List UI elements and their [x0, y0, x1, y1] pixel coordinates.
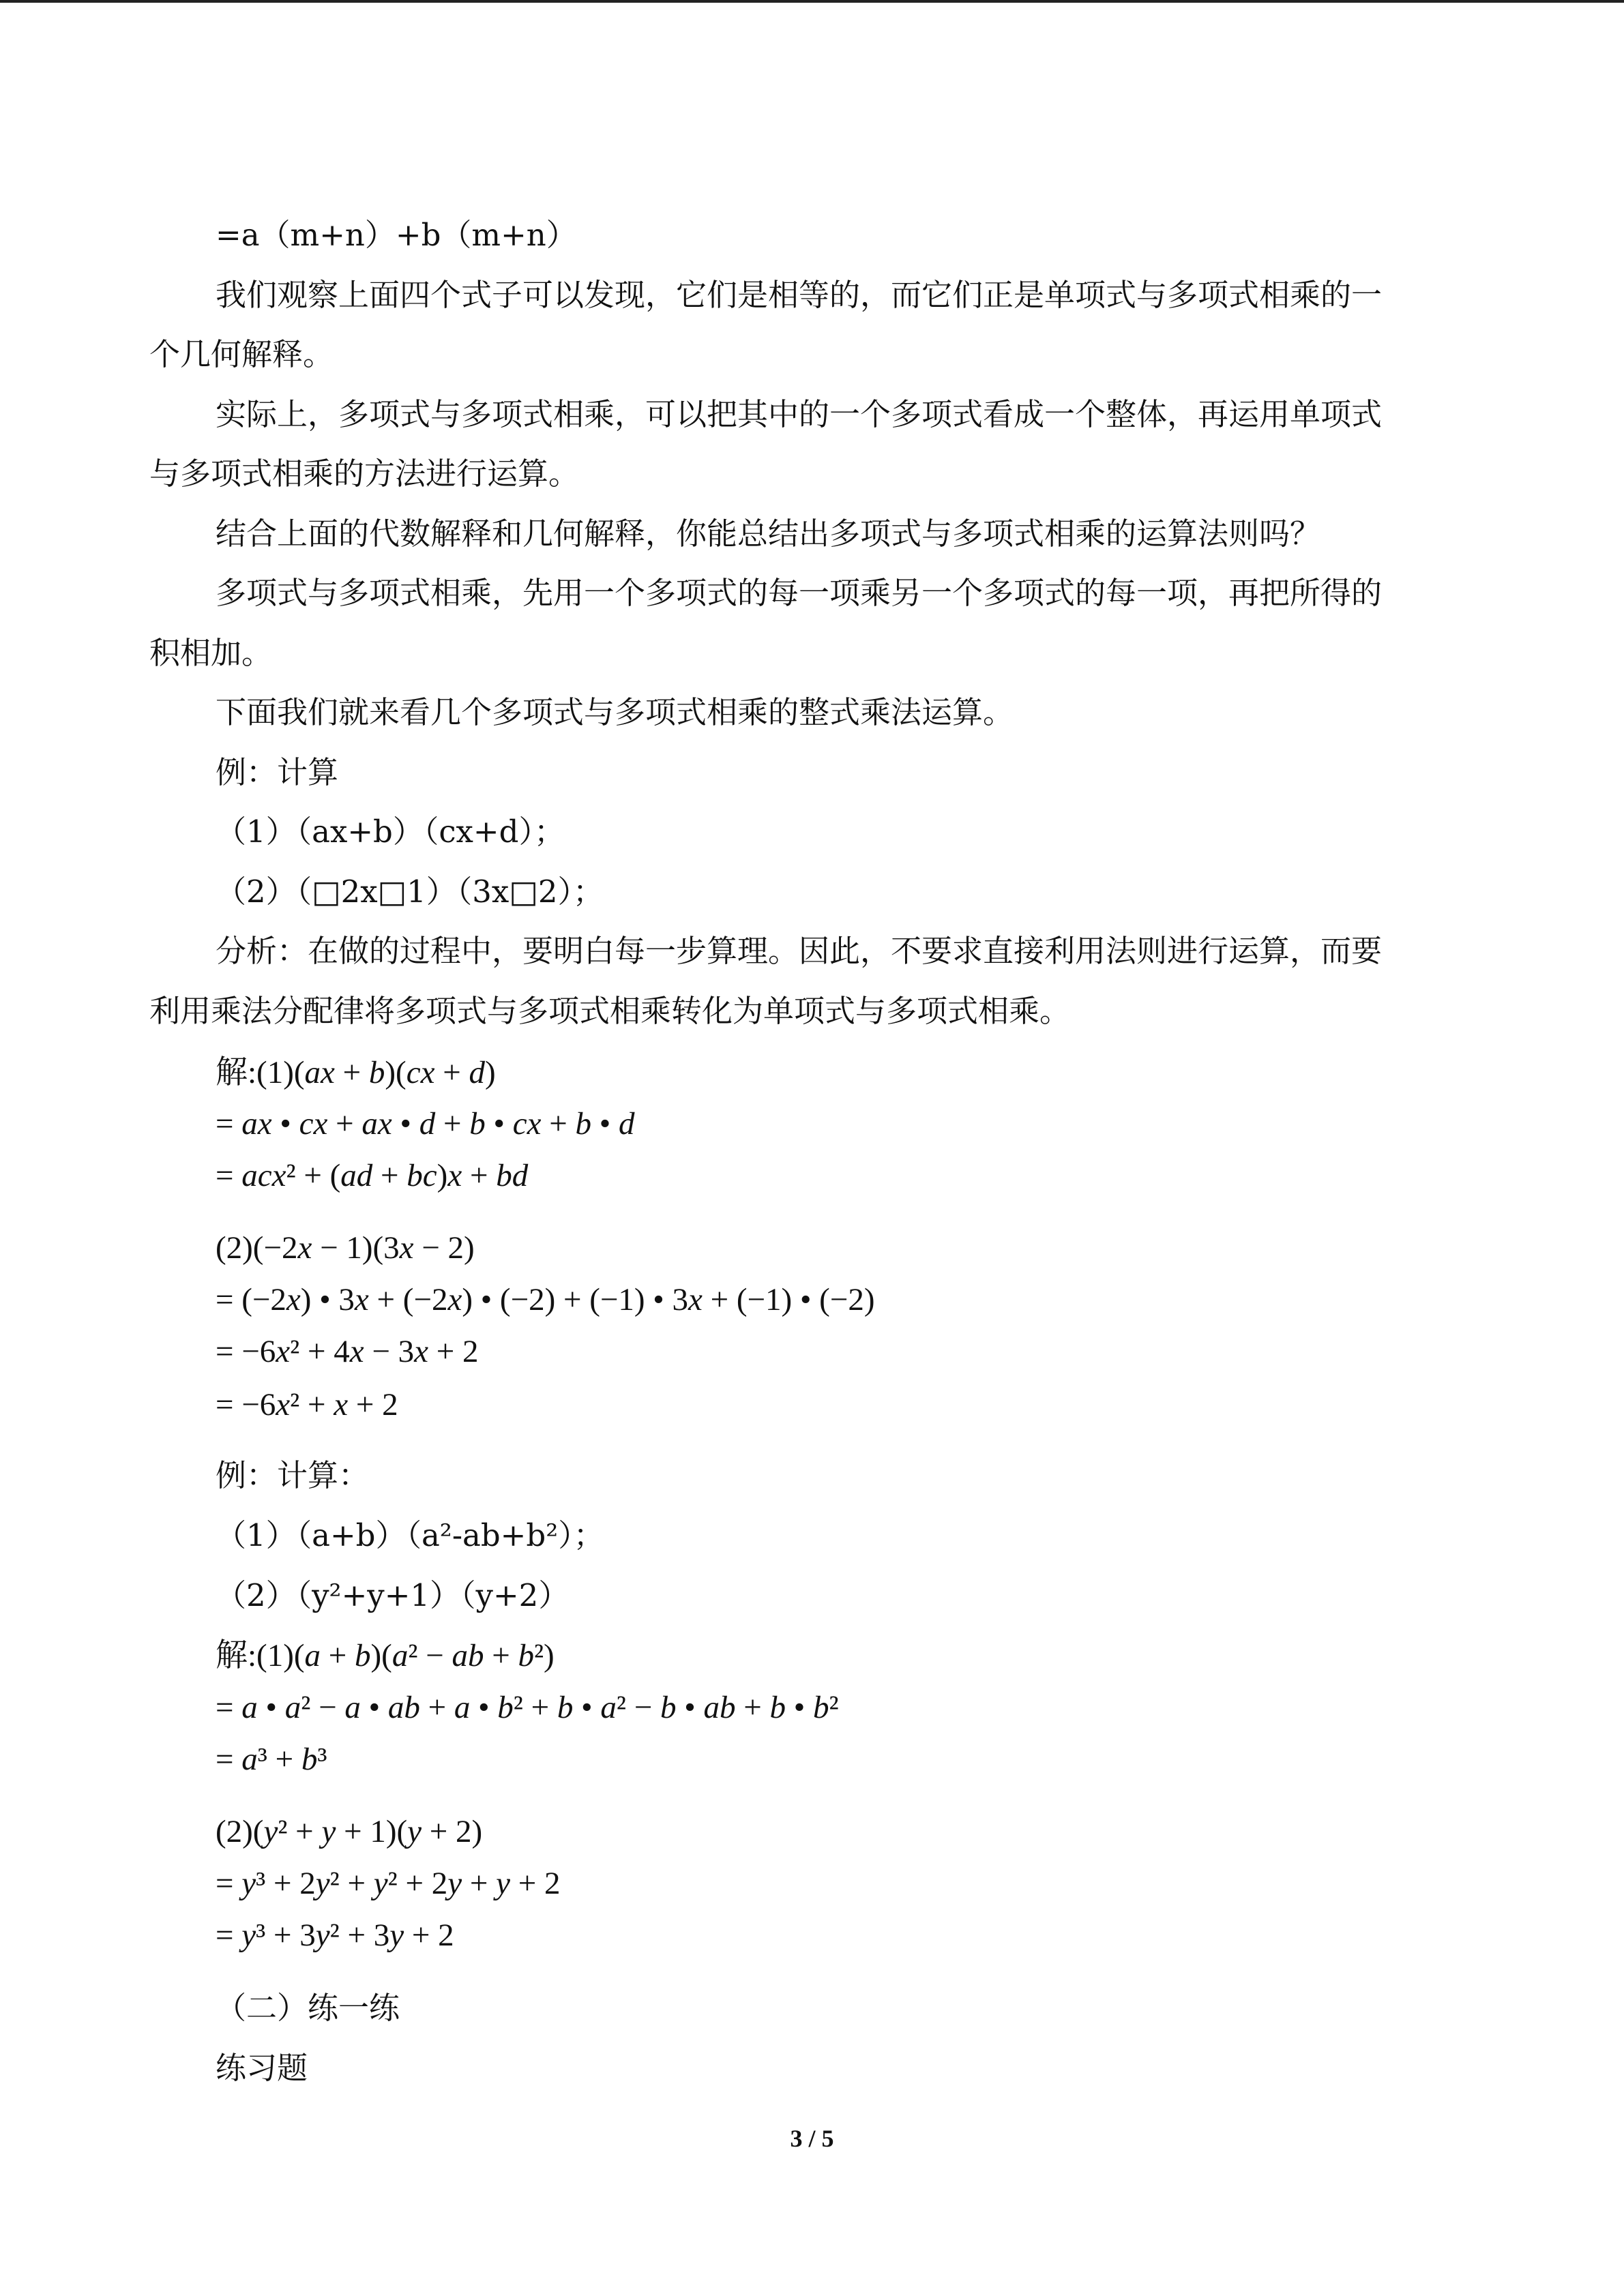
text-line: 结合上面的代数解释和几何解释，你能总结出多项式与多项式相乘的运算法则吗？: [216, 516, 1321, 552]
math-line: = (−2x) • 3x + (−2x) • (−2) + (−1) • 3x + (−1) • (−2): [216, 1282, 875, 1317]
math-line: = y³ + 3y² + 3y + 2: [216, 1918, 454, 1953]
math-line: = −6x² + x + 2: [216, 1387, 398, 1422]
text-line: （2）（□2x□1）（3x□2）；: [216, 874, 604, 910]
text-line: 分析：在做的过程中，要明白每一步算理。因此，不要求直接利用法则进行运算，而要: [216, 933, 1383, 969]
math-line: (2)(−2x − 1)(3x − 2): [216, 1230, 475, 1266]
math-line: = −6x² + 4x − 3x + 2: [216, 1334, 479, 1369]
math-line: 解:(1)(ax + b)(cx + d): [216, 1055, 496, 1090]
text-line: 积相加。: [149, 635, 273, 671]
text-line: =a（m+n）+b（m+n）: [216, 217, 577, 253]
text-line: 个几何解释。: [149, 336, 334, 372]
math-line: = a³ + b³: [216, 1742, 327, 1777]
math-line: = a • a² − a • ab + a • b² + b • a² − b • ab + b • b²: [216, 1690, 839, 1725]
text-line: 练习题: [216, 2050, 308, 2086]
text-line: 多项式与多项式相乘，先用一个多项式的每一项乘另一个多项式的每一项，再把所得的: [216, 575, 1383, 611]
page-top-border: [0, 0, 1624, 3]
text-line: 实际上，多项式与多项式相乘，可以把其中的一个多项式看成一个整体，再运用单项式: [216, 396, 1383, 432]
math-line: 解:(1)(a + b)(a² − ab + b²): [216, 1638, 555, 1673]
text-line: （2）（y²+y+1）（y+2）: [216, 1577, 570, 1613]
text-line: 利用乘法分配律将多项式与多项式相乘转化为单项式与多项式相乘。: [149, 993, 1071, 1029]
text-line: 与多项式相乘的方法进行运算。: [149, 456, 580, 492]
math-line: = y³ + 2y² + y² + 2y + y + 2: [216, 1866, 561, 1901]
math-line: (2)(y² + y + 1)(y + 2): [216, 1814, 483, 1849]
text-line: 例：计算: [216, 754, 339, 790]
text-line: （二）练一练: [216, 1990, 400, 2026]
text-line: （1）（ax+b）（cx+d）；: [216, 814, 565, 850]
text-line: （1）（a+b）（a²-ab+b²）；: [216, 1517, 604, 1553]
text-line: 下面我们就来看几个多项式与多项式相乘的整式乘法运算。: [216, 694, 1014, 730]
page-number: 3 / 5: [790, 2125, 834, 2152]
text-line: 例：计算：: [216, 1457, 370, 1493]
text-line: 我们观察上面四个式子可以发现，它们是相等的，而它们正是单项式与多项式相乘的一: [216, 277, 1383, 313]
math-line: = ax • cx + ax • d + b • cx + b • d: [216, 1106, 635, 1142]
math-line: = acx² + (ad + bc)x + bd: [216, 1158, 529, 1193]
